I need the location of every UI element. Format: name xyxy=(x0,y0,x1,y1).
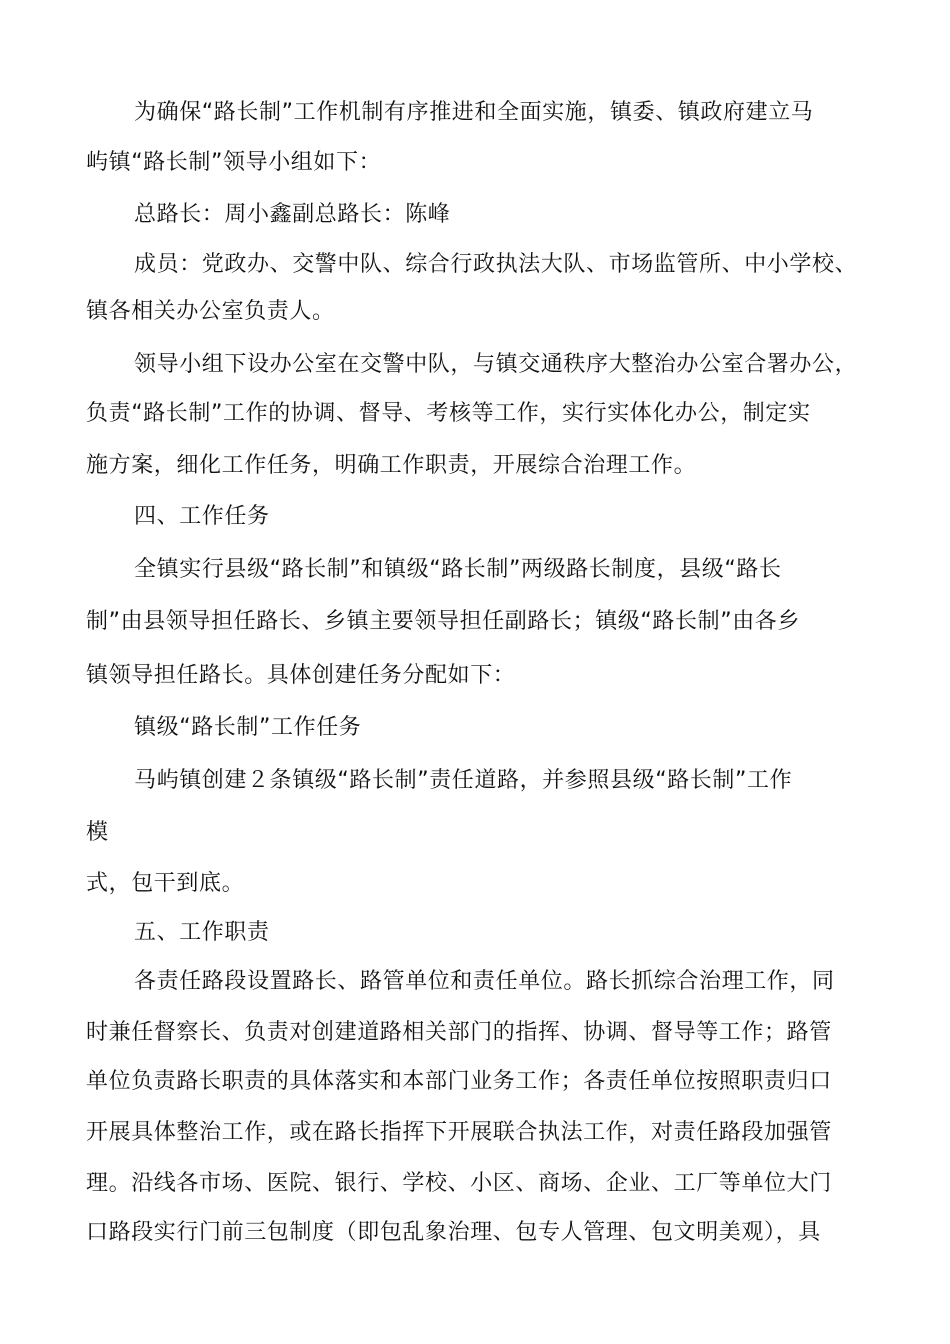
text-line: 屿镇“路长制”领导小组如下： xyxy=(86,150,382,175)
text-line: 模 xyxy=(86,820,109,845)
text-line: 式，包干到底。 xyxy=(86,871,245,896)
text-line: 制”由县领导担任路长、乡镇主要领导担任副路长；镇级“路长制”由各乡 xyxy=(86,609,800,634)
text-line: 镇各相关办公室负责人。 xyxy=(86,299,335,324)
text-line: 领导小组下设办公室在交警中队，与镇交通秩序大整治办公室合署办公， xyxy=(134,352,858,377)
text-line: 口路段实行门前三包制度（即包乱象治理、包专人管理、包文明美观），具 xyxy=(86,1220,821,1245)
text-line: 施方案，细化工作任务，明确工作职责，开展综合治理工作。 xyxy=(86,453,697,478)
text-line: 单位负责路长职责的具体落实和本部门业务工作；各责任单位按照职责归口 xyxy=(86,1069,832,1094)
section-heading: 五、工作职责 xyxy=(134,920,270,945)
text-line: 镇级“路长制”工作任务 xyxy=(134,715,362,740)
section-heading: 四、工作任务 xyxy=(134,504,270,529)
text-line: 成员：党政办、交警中队、综合行政执法大队、市场监管所、中小学校、 xyxy=(134,252,858,277)
text-line: 马屿镇创建２条镇级“路长制”责任道路，并参照县级“路长制”工作 xyxy=(134,768,793,793)
text-line: 镇领导担任路长。具体创建任务分配如下： xyxy=(86,663,516,688)
text-line: 总路长：周小鑫副总路长：陈峰 xyxy=(134,202,451,227)
text-line: 各责任路段设置路长、路管单位和责任单位。路长抓综合治理工作，同 xyxy=(134,969,835,994)
text-line: 时兼任督察长、负责对创建道路相关部门的指挥、协调、督导等工作；路管 xyxy=(86,1020,832,1045)
text-line: 负责“路长制”工作的协调、督导、考核等工作，实行实体化办公，制定实 xyxy=(86,401,811,426)
text-line: 全镇实行县级“路长制”和镇级“路长制”两级路长制度，县级“路长 xyxy=(134,557,782,582)
text-line: 开展具体整治工作，或在路长指挥下开展联合执法工作，对责任路段加强管 xyxy=(86,1120,832,1145)
text-line: 为确保“路长制”工作机制有序推进和全面实施，镇委、镇政府建立马 xyxy=(134,100,814,125)
text-line: 理。沿线各市场、医院、银行、学校、小区、商场、企业、工厂等单位大门 xyxy=(86,1171,832,1196)
